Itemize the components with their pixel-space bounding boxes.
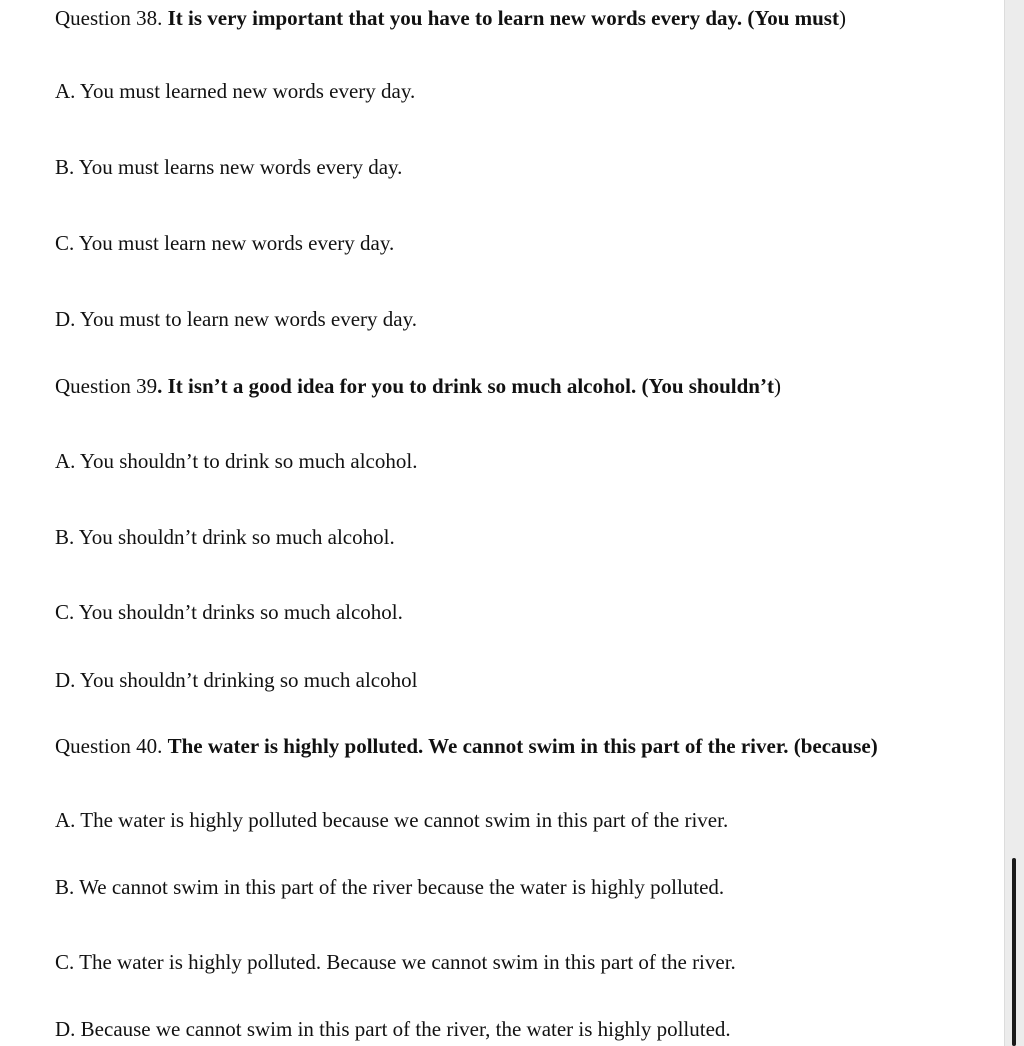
question-40-title bbox=[55, 736, 878, 757]
question-38-title bbox=[55, 8, 846, 29]
question-40-option-d: D. Because we cannot swim in this part of the river, the water is highly polluted. bbox=[55, 1017, 731, 1041]
question-40-prefix: Question 40. bbox=[55, 734, 168, 758]
vertical-scrollbar[interactable] bbox=[1004, 0, 1024, 1046]
question-38-prompt: It is very important that you have to learn new words every day. (You must bbox=[167, 6, 839, 30]
question-40-option-c: C. The water is highly polluted. Because we cannot swim in this part of the river. bbox=[55, 950, 736, 974]
question-39-title bbox=[55, 376, 781, 397]
question-40-prompt: The water is highly polluted. We cannot swim in this part of the river. (because) bbox=[167, 734, 878, 758]
question-40-option-b: B. We cannot swim in this part of the river because the water is highly polluted. bbox=[55, 875, 725, 899]
question-39-suffix: ) bbox=[773, 374, 781, 398]
question-39-option-a: A. You shouldn’t to drink so much alcohol. bbox=[55, 449, 418, 473]
question-39-option-b: B. You shouldn’t drink so much alcohol. bbox=[55, 525, 395, 549]
question-40-option-a: A. The water is highly polluted because we cannot swim in this part of the river. bbox=[55, 808, 729, 832]
question-39-option-d: D. You shouldn’t drinking so much alcohol bbox=[55, 668, 418, 692]
question-38-option-a: A. You must learned new words every day. bbox=[55, 79, 416, 103]
scrollbar-thumb[interactable] bbox=[1012, 858, 1016, 1046]
question-38-prefix: Question 38. bbox=[55, 6, 168, 30]
question-39-prompt: . It isn’t a good idea for you to drink so much alcohol. (You shouldn’t bbox=[157, 374, 774, 398]
question-38-option-c: C. You must learn new words every day. bbox=[55, 231, 395, 255]
question-38-suffix: ) bbox=[838, 6, 846, 30]
question-39-prefix: Question 39 bbox=[55, 374, 158, 398]
question-38-option-b: B. You must learns new words every day. bbox=[55, 155, 403, 179]
question-38-option-d: D. You must to learn new words every day. bbox=[55, 307, 418, 331]
question-39-option-c: C. You shouldn’t drinks so much alcohol. bbox=[55, 600, 403, 624]
